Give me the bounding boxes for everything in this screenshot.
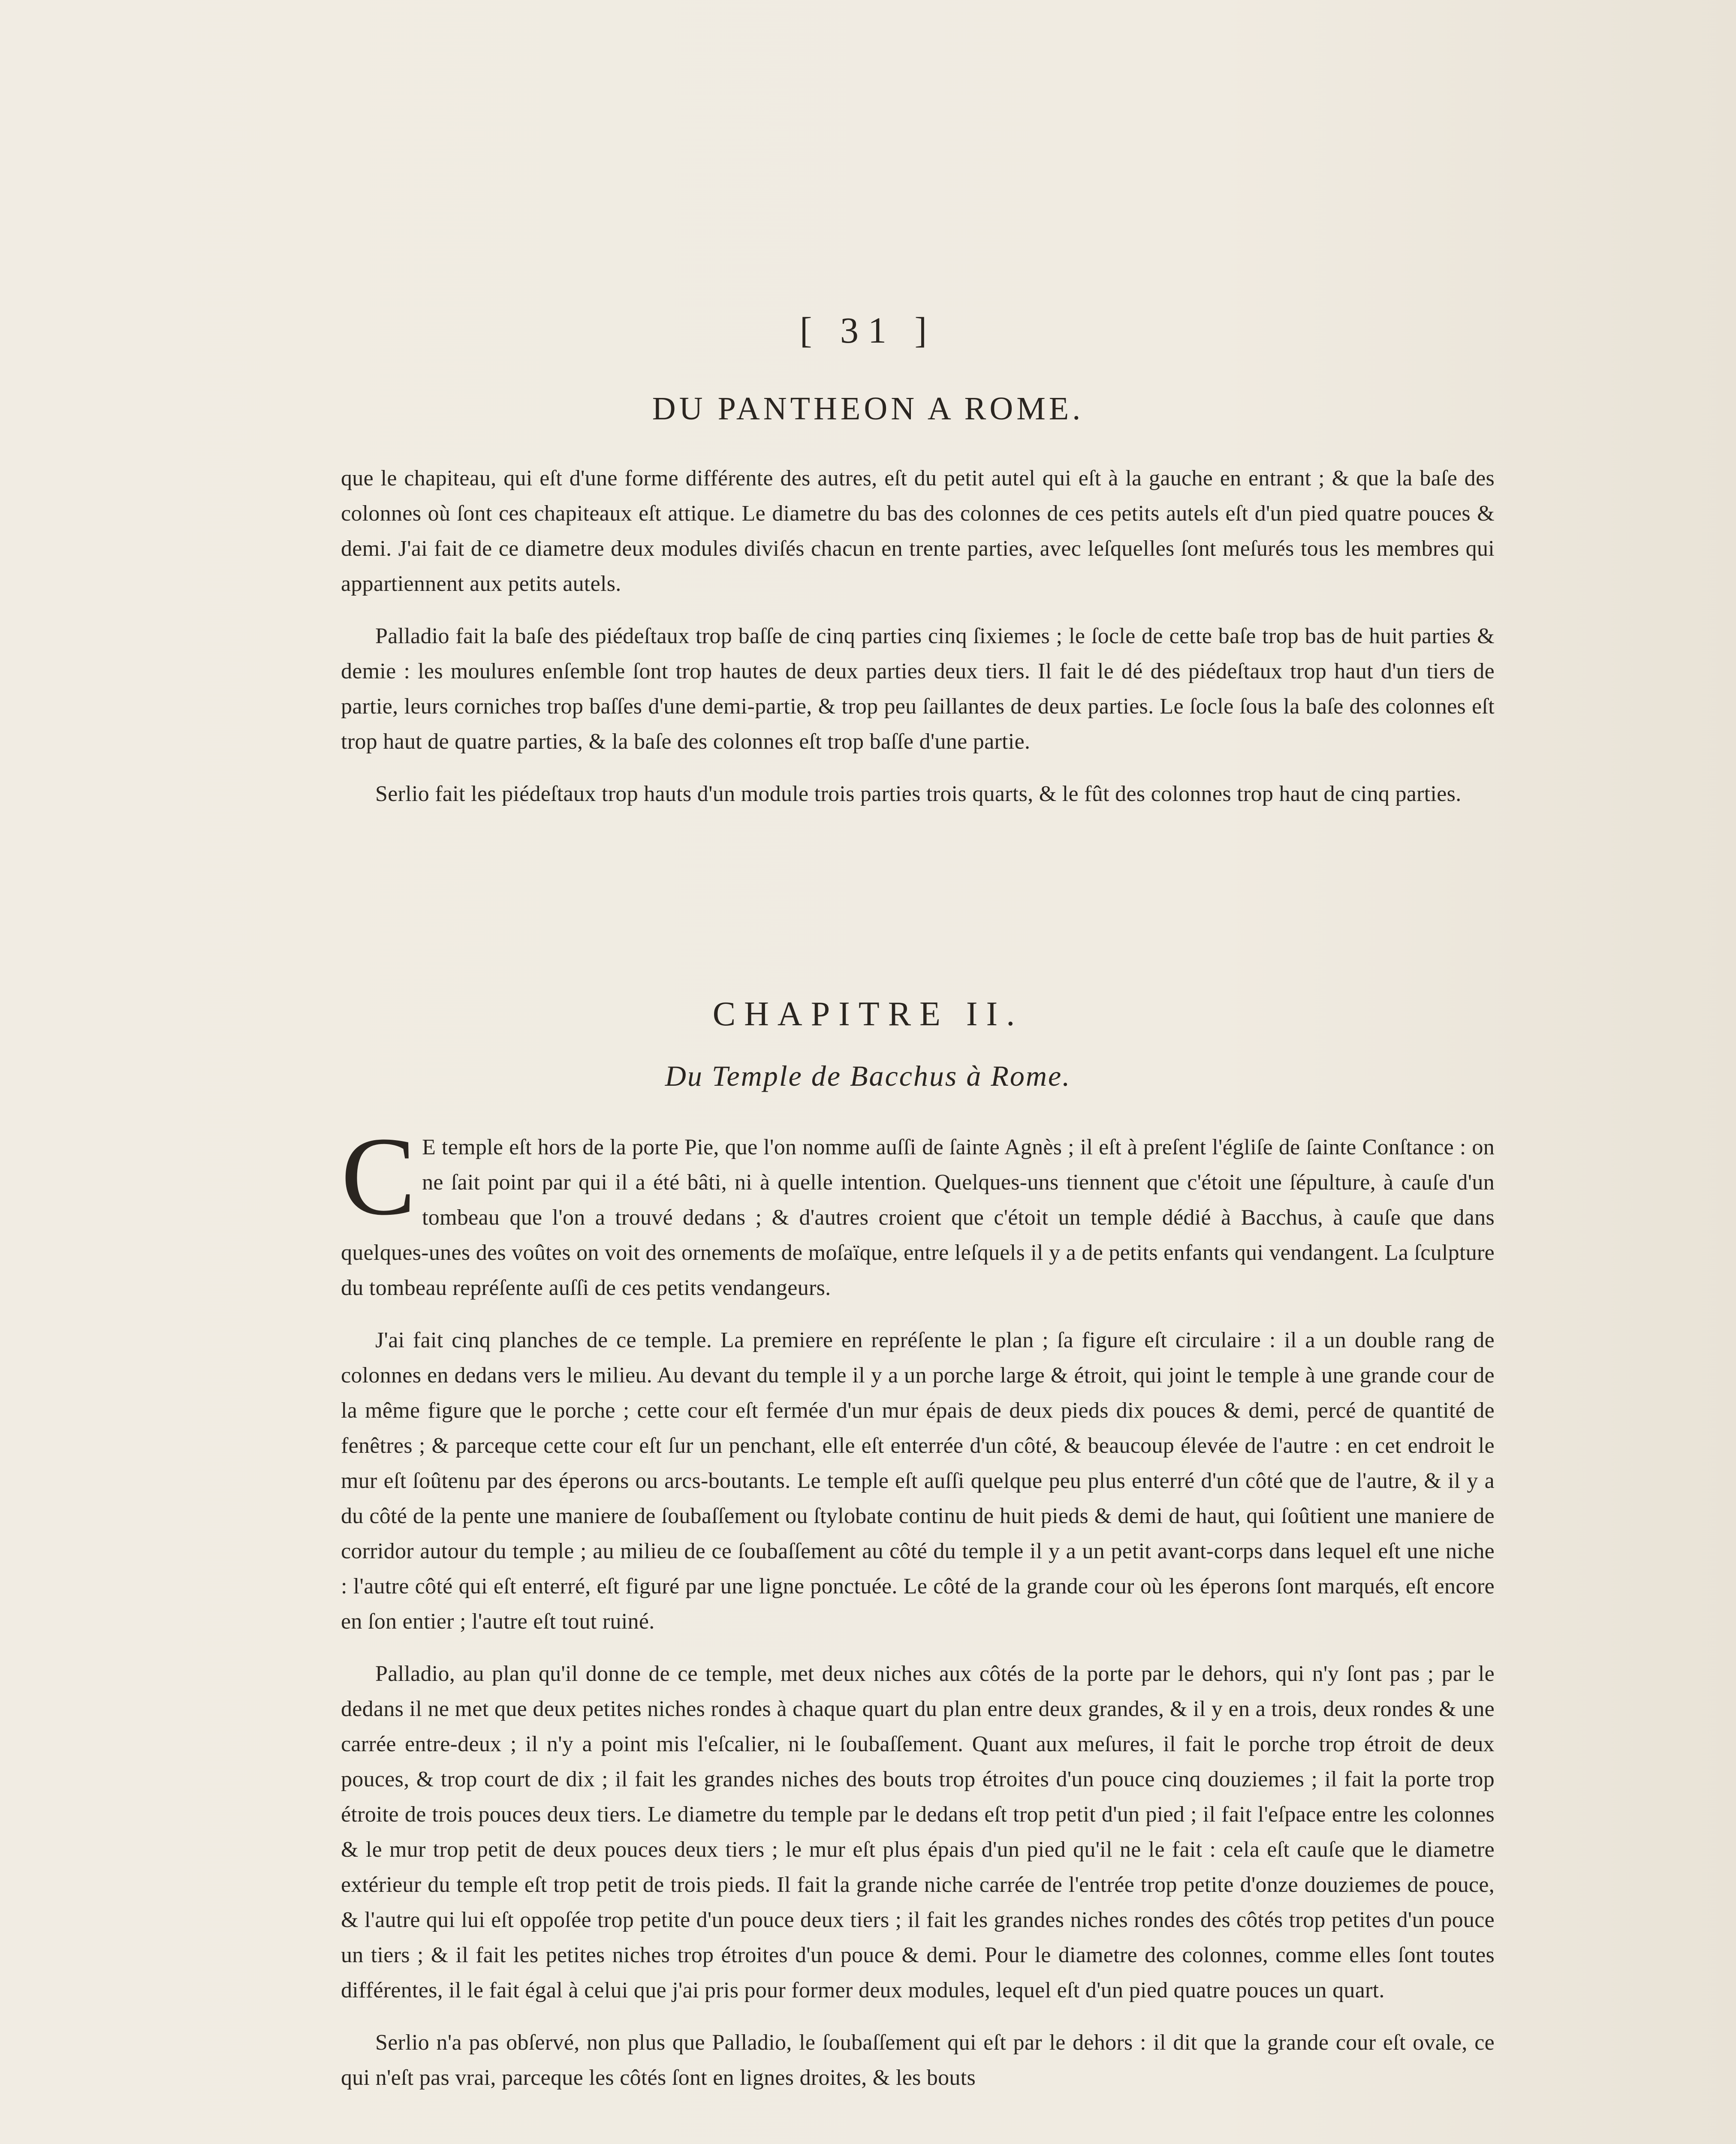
paragraph-4 xyxy=(341,1114,1495,1306)
chapter-subtitle: Du Temple de Bacchus à Rome. xyxy=(665,1060,1071,1092)
section-2-text xyxy=(341,1114,1495,2096)
paragraph-3: Serlio fait les piédeſtaux trop hauts d'un module trois parties trois quarts, & le fût des colonnes trop haut de cinq parties. xyxy=(375,782,1462,806)
running-title: DU PANTHEON A ROME. xyxy=(652,391,1084,427)
paragraph-4-text: E temple eſt hors de la porte Pie, que l'on nomme auſſi de ſainte Agnès ; il eſt à preſent l'égliſe de ſainte Conſtance : on ne ſait point par qui il a été bâti, ni à quelle intention. Quelques-uns tiennent que c'étoit une ſépulture, à cauſe d'un tombeau que l'on a trouvé dedans ; & d'autres croient que c'étoit un temple dédié à Bacchus, à cauſe que dans quelques-unes des voûtes on voit des ornements de moſaïque, entre leſquels il y a de petits enfants qui vendangent. La ſculpture du tombeau repréſente auſſi de ces petits vendangeurs. xyxy=(341,1135,1495,1300)
paragraph-5: J'ai fait cinq planches de ce temple. La premiere en repréſente le plan ; ſa figure eſt circulaire : il a un double rang de colonnes en dedans vers le milieu. Au devant du temple il y a un porche large & étroit, qui joint le temple à une grande cour de la même figure que le porche ; cette cour eſt fermée d'un mur épais de deux pieds dix pouces & demi, percé de quantité de fenêtres ; & parceque cette cour eſt ſur un penchant, elle eſt enterrée d'un côté, & beaucoup élevée de l'autre : en cet endroit le mur eſt ſoûtenu par des éperons ou arcs-boutants. Le temple eſt auſſi quelque peu plus enterré d'un côté que de l'autre, & il y a du côté de la pente une maniere de ſoubaſſement ou ſtylobate continu de huit pieds & demi de haut, qui ſoûtient une maniere de corridor autour du temple ; au milieu de ce ſoubaſſement au côté du temple il y a un petit avant-corps dans lequel eſt une niche : l'autre côté qui eſt enterré, eſt figuré par une ligne ponctuée. Le côté de la grande cour où les éperons ſont marqués, eſt encore en ſon entier ; l'autre eſt tout ruiné. xyxy=(341,1328,1495,1634)
drop-cap: C xyxy=(341,1114,416,1238)
paragraph-7: Serlio n'a pas obſervé, non plus que Palladio, le ſoubaſſement qui eſt par le dehors : il dit que la grande cour eſt ovale, ce qui n'eſt pas vrai, parceque les côtés ſont en lignes droites, & les bouts xyxy=(341,2030,1495,2090)
section-1-text xyxy=(341,461,1495,812)
page-number: [ 31 ] xyxy=(799,310,937,351)
chapter-title: CHAPITRE II. xyxy=(712,995,1024,1033)
paragraph-2: Palladio fait la baſe des piédeſtaux trop baſſe de cinq parties cinq ſixiemes ; le ſocle de cette baſe trop bas de huit parties & demie : les moulures enſemble ſont trop hautes de deux parties deux tiers. Il fait le dé des piédeſtaux trop haut d'un tiers de partie, leurs corniches trop baſſes d'une demi-partie, & trop peu ſaillantes de deux parties. Le ſocle ſous la baſe des colonnes eſt trop haut de quatre parties, & la baſe des colonnes eſt trop baſſe d'une partie. xyxy=(341,624,1495,754)
paragraph-6: Palladio, au plan qu'il donne de ce temple, met deux niches aux côtés de la porte par le dehors, qui n'y ſont pas ; par le dedans il ne met que deux petites niches rondes à chaque quart du plan entre deux grandes, & il y en a trois, deux rondes & une carrée entre-deux ; il n'y a point mis l'eſcalier, ni le ſoubaſſement. Quant aux meſures, il fait le porche trop étroit de deux pouces, & trop court de dix ; il fait les grandes niches des bouts trop étroites d'un pouce cinq douziemes ; il fait la porte trop étroite de trois pouces deux tiers. Le diametre du temple par le dedans eſt trop petit d'un pied ; il fait l'eſpace entre les colonnes & le mur trop petit de deux pouces deux tiers ; le mur eſt plus épais d'un pied qu'il ne le fait : cela eſt cauſe que le diametre extérieur du temple eſt trop petit de trois pieds. Il fait la grande niche carrée de l'entrée trop petite d'onze douziemes de pouce, & l'autre qui lui eſt oppoſée trop petite d'un pouce deux tiers ; il fait les grandes niches rondes des côtés trop petites d'un pouce un tiers ; & il fait les petites niches trop étroites d'un pouce & demi. Pour le diametre des colonnes, comme elles ſont toutes différentes, il le fait égal à celui que j'ai pris pour former deux modules, lequel eſt d'un pied quatre pouces un quart. xyxy=(341,1662,1495,2002)
paragraph-1: que le chapiteau, qui eſt d'une forme différente des autres, eſt du petit autel qui eſt à la gauche en entrant ; & que la baſe des colonnes où ſont ces chapiteaux eſt attique. Le diametre du bas des colonnes de ces petits autels eſt d'un pied quatre pouces & demi. J'ai fait de ce diametre deux modules diviſés chacun en trente parties, avec leſquelles ſont meſurés tous les membres qui appartiennent aux petits autels. xyxy=(341,466,1495,596)
